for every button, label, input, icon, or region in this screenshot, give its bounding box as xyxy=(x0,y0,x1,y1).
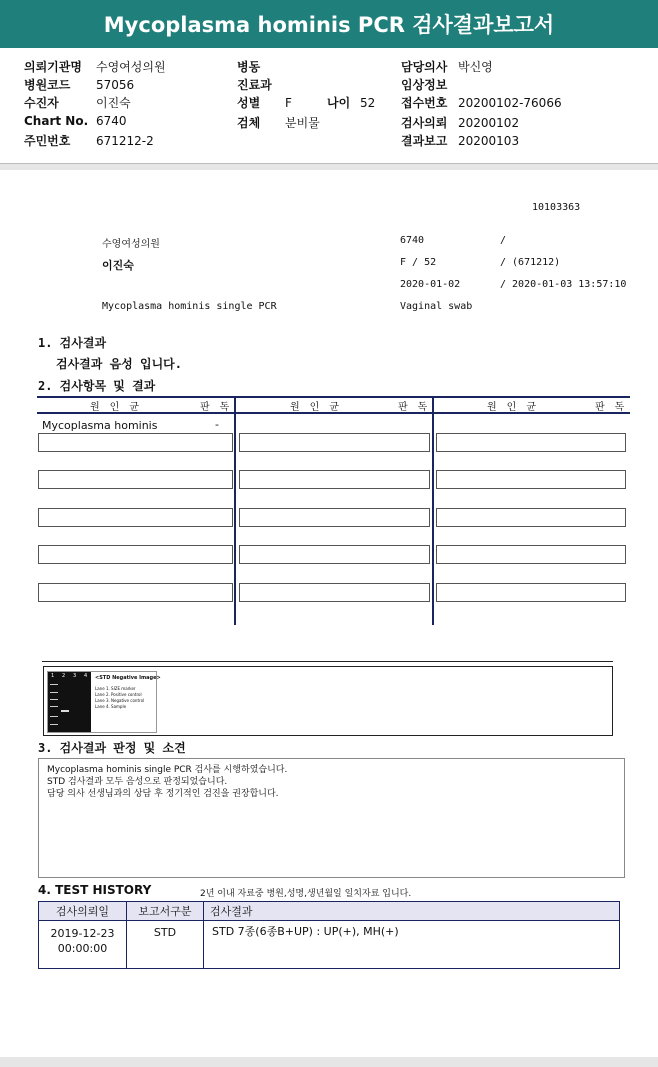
result-summary: 검사결과 음성 입니다. xyxy=(56,357,183,371)
patient-name: 이진숙 xyxy=(102,259,134,272)
report-title: Mycoplasma hominis PCR 검사결과보고서 xyxy=(0,0,658,48)
info-label: 의뢰기관명 xyxy=(24,60,82,74)
history-date-cell xyxy=(39,921,127,969)
gel-legend-item: Lane 4. Sample xyxy=(95,704,127,709)
info-label: 주민번호 xyxy=(24,134,71,148)
marker-band xyxy=(50,706,58,707)
column-header-pathogen: 원 인 균 xyxy=(290,402,342,413)
footer-bar xyxy=(0,1057,658,1067)
info-value: 6740 xyxy=(96,114,127,128)
separator-text: / xyxy=(500,235,507,246)
lane-number: 3 xyxy=(73,673,77,679)
divider xyxy=(0,164,658,170)
result-cell xyxy=(436,470,626,489)
info-value: 52 xyxy=(360,96,376,110)
info-label: 결과보고 xyxy=(401,134,448,148)
marker-band xyxy=(50,699,58,700)
request-date: 2020-01-02 xyxy=(400,279,461,290)
lane-number: 4 xyxy=(84,673,88,679)
gel-image xyxy=(47,671,161,733)
info-label: 담당의사 xyxy=(401,60,448,74)
gel-legend xyxy=(95,686,144,710)
lane-number: 1 xyxy=(51,673,55,679)
specimen: Vaginal swab xyxy=(400,301,473,312)
info-value: 분비물 xyxy=(285,116,320,130)
result-cell xyxy=(436,433,626,452)
result-cell xyxy=(436,583,626,602)
history-type: STD xyxy=(127,921,204,969)
result-cell xyxy=(239,433,430,452)
history-table xyxy=(38,901,620,969)
history-note: 2년 이내 자료중 병원,성명,생년월일 일치자료 입니다. xyxy=(200,889,412,899)
positive-band xyxy=(61,710,69,712)
pathogen-name: Mycoplasma hominis xyxy=(42,419,158,432)
info-label: 진료과 xyxy=(237,78,272,92)
result-cell xyxy=(239,508,430,527)
history-header: 검사의뢰일 xyxy=(39,902,127,921)
column-header-pathogen: 원 인 균 xyxy=(90,402,142,413)
table-row xyxy=(39,921,620,969)
info-label: 임상정보 xyxy=(401,78,448,92)
marker-band xyxy=(50,684,58,685)
history-time: 00:00:00 xyxy=(57,942,108,955)
info-label: 접수번호 xyxy=(401,96,448,110)
gel-title: <STD Negative Image> xyxy=(95,675,161,681)
info-label: 검체 xyxy=(237,116,261,130)
lane-number: 2 xyxy=(62,673,66,679)
history-date: 2019-12-23 xyxy=(50,927,115,940)
gel-legend-item: Lane 3. Negative control xyxy=(95,698,145,703)
opinion-text xyxy=(39,759,624,805)
info-value: 수영여성의원 xyxy=(96,60,166,74)
info-label: 검사의뢰 xyxy=(401,116,448,130)
info-value: 20200103 xyxy=(458,134,520,148)
chart-number: 6740 xyxy=(400,235,425,246)
info-column-2 xyxy=(237,58,375,132)
info-label: Chart No. xyxy=(24,114,89,128)
test-name: Mycoplasma hominis single PCR xyxy=(102,301,277,312)
info-value: 671212-2 xyxy=(96,134,154,148)
result-cell xyxy=(239,545,430,564)
divider xyxy=(42,661,613,662)
opinion-line: Mycoplasma hominis single PCR 검사를 시행하였습니다. xyxy=(47,765,288,775)
result-cell xyxy=(38,508,233,527)
result-cell xyxy=(239,583,430,602)
info-label: 나이 xyxy=(327,96,351,110)
column-header-pathogen: 원 인 균 xyxy=(487,402,539,413)
report-datetime: / 2020-01-03 13:57:10 xyxy=(500,279,627,290)
opinion-line: 담당 의사 선생님과의 상담 후 정기적인 검진을 권장합니다. xyxy=(47,789,279,799)
info-value: 20200102 xyxy=(458,116,520,130)
section-4-title: 4. TEST HISTORY xyxy=(38,883,152,897)
result-cell xyxy=(239,470,430,489)
birth-date: / (671212) xyxy=(500,257,561,268)
result-cell xyxy=(38,433,233,452)
marker-band xyxy=(50,724,58,725)
opinion-line: STD 검사결과 모두 음성으로 판정되었습니다. xyxy=(47,777,228,787)
info-label: 성별 xyxy=(237,96,261,110)
info-column-3 xyxy=(401,58,562,150)
info-value: 57056 xyxy=(96,78,135,92)
info-value: 박신영 xyxy=(458,60,493,74)
info-value: 이진숙 xyxy=(96,96,131,110)
info-label: 병동 xyxy=(237,60,261,74)
history-header: 보고서구분 xyxy=(127,902,204,921)
history-header-row xyxy=(39,902,620,921)
result-cell xyxy=(436,545,626,564)
column-header-judge: 판 독 xyxy=(398,402,430,413)
result-cell xyxy=(436,508,626,527)
section-3-title: 3. 검사결과 판정 및 소견 xyxy=(38,741,186,755)
marker-band xyxy=(50,692,58,693)
opinion-box xyxy=(38,758,625,878)
info-value: F xyxy=(285,96,292,110)
history-result: STD 7종(6종B+UP) : UP(+), MH(+) xyxy=(204,921,620,969)
result-cell xyxy=(38,583,233,602)
column-divider xyxy=(432,396,434,625)
section-2-title: 2. 검사항목 및 결과 xyxy=(38,379,156,393)
column-header-judge: 판 독 xyxy=(200,402,232,413)
section-1-title: 1. 검사결과 xyxy=(38,336,107,350)
marker-band xyxy=(50,716,58,717)
info-label: 병원코드 xyxy=(24,78,71,92)
clinic-name: 수영여성의원 xyxy=(102,239,160,250)
history-header: 검사결과 xyxy=(204,902,620,921)
result-cell xyxy=(38,545,233,564)
gel-legend-item: Lane 2. Positive control xyxy=(95,692,142,697)
gel-lanes xyxy=(48,672,91,732)
result-cell xyxy=(38,470,233,489)
info-column-1 xyxy=(24,58,166,150)
column-divider xyxy=(234,396,236,625)
info-value: 20200102-76066 xyxy=(458,96,562,110)
report-code: 10103363 xyxy=(532,202,581,213)
column-header-judge: 판 독 xyxy=(595,402,627,413)
sex-age: F / 52 xyxy=(400,257,437,268)
gel-legend-item: Lane 1. SIZE marker xyxy=(95,686,136,691)
info-label: 수진자 xyxy=(24,96,59,110)
pathogen-result: - xyxy=(215,418,219,431)
